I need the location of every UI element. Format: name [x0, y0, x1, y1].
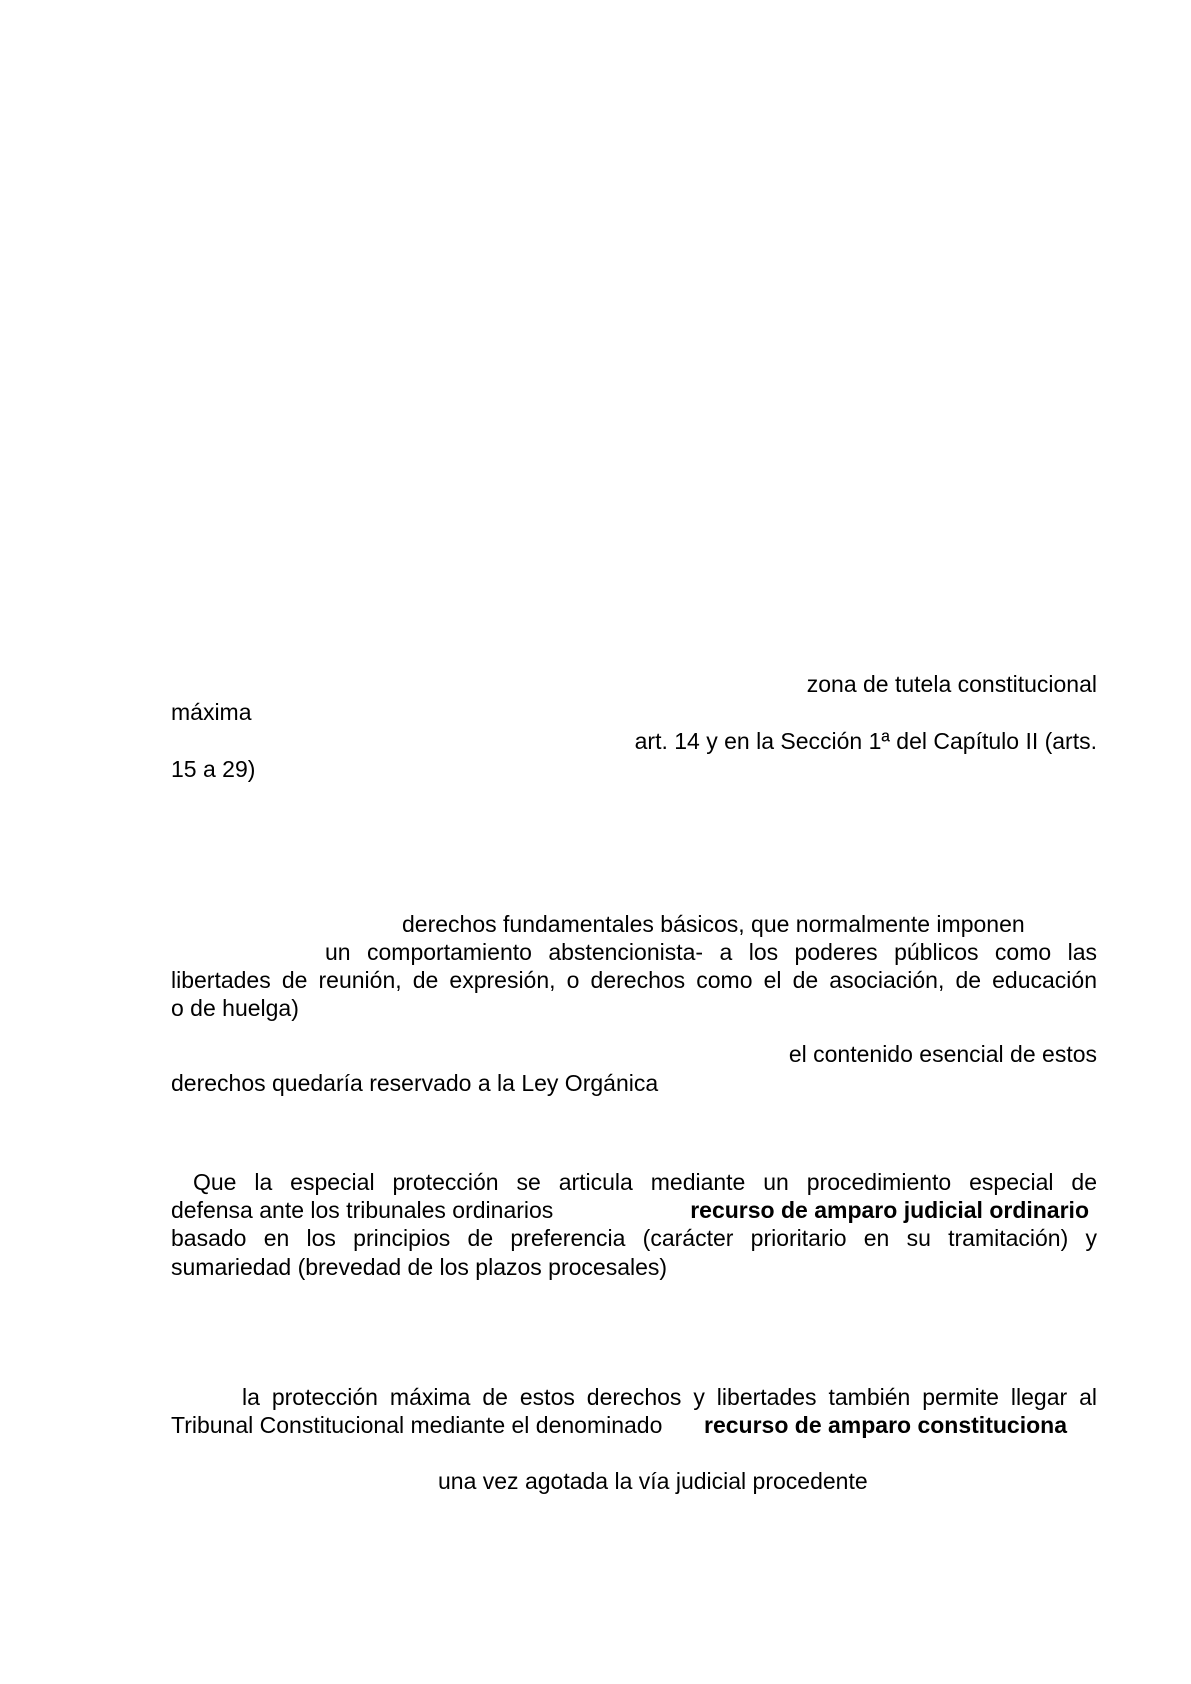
text-line: zona de tutela constitucional [806, 671, 1097, 697]
text-line: Tribunal Constitucional mediante el denominado [171, 1412, 663, 1438]
bold-term: recurso de amparo judicial ordinario [690, 1197, 1089, 1223]
text-line: derechos quedaría reservado a la Ley Orgánica [171, 1070, 659, 1096]
text-line: basado en los principios de preferencia (carácter prioritario en su tramitación) y [171, 1225, 1097, 1251]
text-line: Que la especial protección se articula mediante un procedimiento especial de [193, 1169, 1097, 1195]
text-line: una vez agotada la vía judicial procedente [438, 1468, 868, 1494]
text-line: el contenido esencial de estos [788, 1041, 1097, 1067]
text-line: 15 a 29) [171, 756, 256, 782]
text-line: o de huelga) [171, 995, 299, 1021]
text-line: art. 14 y en la Sección 1ª del Capítulo II (arts. [634, 728, 1097, 754]
text-line: la protección máxima de estos derechos y libertades también permite llegar al [242, 1384, 1097, 1410]
text-line-bold [704, 1411, 1067, 1439]
text-line: máxima [171, 699, 252, 725]
text-line: sumariedad (brevedad de los plazos procesales) [171, 1254, 668, 1280]
text-line: derechos fundamentales básicos, que normalmente imponen [402, 911, 1025, 937]
text-line: un comportamiento abstencionista- a los poderes públicos como las [325, 939, 1097, 965]
text-line-bold [690, 1196, 1089, 1224]
text-line: libertades de reunión, de expresión, o derechos como el de asociación, de educación [171, 967, 1097, 993]
bold-term: recurso de amparo constituciona [704, 1412, 1067, 1438]
text-line: defensa ante los tribunales ordinarios [171, 1197, 554, 1223]
